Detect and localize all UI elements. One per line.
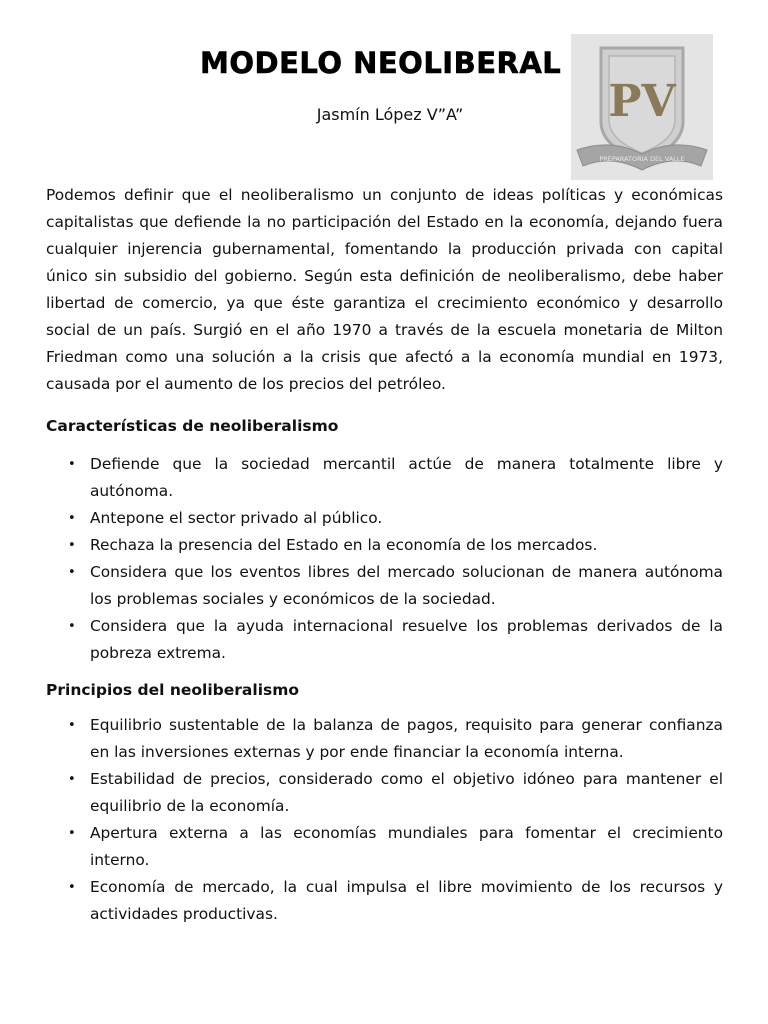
list-item <box>46 766 723 820</box>
list-item-text: Antepone el sector privado al público. <box>90 509 383 527</box>
list-item <box>46 451 723 505</box>
list-item <box>46 820 723 874</box>
section-heading-principios: Principios del neoliberalismo <box>46 681 300 699</box>
list-item-text: Equilibrio sustentable de la balanza de pagos, requisito para generar confianza en las inversiones externas y por ende financiar la economía interna. <box>90 716 723 761</box>
svg-text:PV: PV <box>608 76 676 127</box>
list-item <box>46 712 723 766</box>
list-item-text: Considera que la ayuda internacional resuelve los problemas derivados de la pobreza extrema. <box>90 617 723 662</box>
list-item-text: Defiende que la sociedad mercantil actúe de manera totalmente libre y autónoma. <box>90 455 723 500</box>
bullet-icon: • <box>68 619 76 634</box>
list-item <box>46 559 723 613</box>
caracteristicas-list <box>46 451 723 667</box>
svg-text:PREPARATORIA DEL VALLE: PREPARATORIA DEL VALLE <box>599 155 685 163</box>
page-title: MODELO NEOLIBERAL <box>200 46 562 80</box>
list-item-text: Economía de mercado, la cual impulsa el libre movimiento de los recursos y actividades productivas. <box>90 878 723 923</box>
list-item <box>46 505 723 532</box>
bullet-icon: • <box>68 565 76 580</box>
school-crest-logo <box>571 34 713 180</box>
list-item <box>46 874 723 928</box>
bullet-icon: • <box>68 511 76 526</box>
list-item-text: Considera que los eventos libres del mercado solucionan de manera autónoma los problemas sociales y económicos de la sociedad. <box>90 563 723 608</box>
intro-paragraph: Podemos definir que el neoliberalismo un conjunto de ideas políticas y económicas capitalistas que defiende la no participación del Estado en la economía, dejando fuera cualquier injerencia gubernamental, fomentando la producción privada con capital único sin subsidio del gobierno. Según esta definición de neoliberalismo, debe haber libertad de comercio, ya que éste garantiza el crecimiento económico y desarrollo social de un país. Surgió en el año 1970 a través de la escuela monetaria de Milton Friedman como una solución a la crisis que afectó a la economía mundial en 1973, causada por el aumento de los precios del petróleo. <box>46 186 723 393</box>
list-item-text: Estabilidad de precios, considerado como el objetivo idóneo para mantener el equilibrio de la economía. <box>90 770 723 815</box>
bullet-icon: • <box>68 880 76 895</box>
list-item <box>46 532 723 559</box>
bullet-icon: • <box>68 826 76 841</box>
principios-list <box>46 712 723 928</box>
list-item <box>46 613 723 667</box>
list-item-text: Apertura externa a las economías mundiales para fomentar el crecimiento interno. <box>90 824 723 869</box>
list-item-text: Rechaza la presencia del Estado en la economía de los mercados. <box>90 536 598 554</box>
bullet-icon: • <box>68 457 76 472</box>
bullet-icon: • <box>68 718 76 733</box>
bullet-icon: • <box>68 772 76 787</box>
bullet-icon: • <box>68 538 76 553</box>
author-line: Jasmín López V”A” <box>316 105 464 124</box>
section-heading-caracteristicas: Características de neoliberalismo <box>46 417 339 435</box>
